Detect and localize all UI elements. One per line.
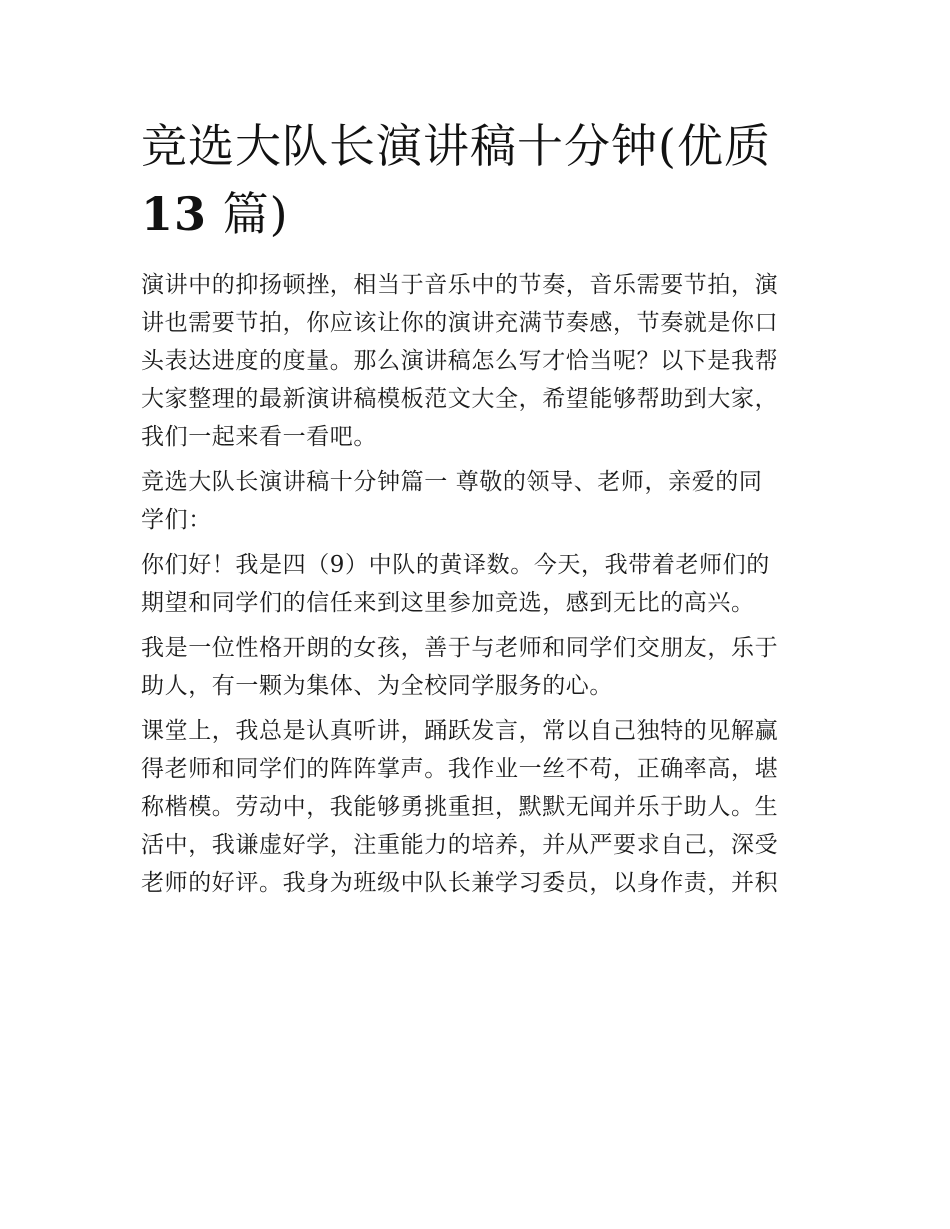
text-line: 讲也需要节拍，你应该让你的演讲充满节奏感，节奏就是你口 xyxy=(141,310,779,336)
text-line: 大家整理的最新演讲稿模板范文大全，希望能够帮助到大家， xyxy=(141,386,779,412)
paragraph-self-intro xyxy=(141,629,813,705)
text-line: 活中，我谦虚好学，注重能力的培养，并从严要求自己，深受 xyxy=(141,832,779,858)
text-line: 我是一位性格开朗的女孩，善于与老师和同学们交朋友，乐于 xyxy=(141,635,779,661)
text-line: 得老师和同学们的阵阵掌声。我作业一丝不苟，正确率高，堪 xyxy=(141,756,779,782)
text-line: 你们好！我是四（9）中队的黄译数。今天，我带着老师们的 xyxy=(141,552,770,578)
title-number: 13 xyxy=(141,187,208,241)
text-line: 助人，有一颗为集体、为全校同学服务的心。 xyxy=(141,673,613,699)
text-line: 称楷模。劳动中，我能够勇挑重担，默默无闻并乐于助人。生 xyxy=(141,794,779,820)
text-line: 老师的好评。我身为班级中队长兼学习委员，以身作责，并积 xyxy=(141,870,779,896)
text-line: 期望和同学们的信任来到这里参加竞选，感到无比的高兴。 xyxy=(141,590,755,616)
text-line: 学们： xyxy=(141,507,212,533)
paragraph-intro xyxy=(141,266,813,456)
paragraph-greeting xyxy=(141,546,813,622)
text-line: 头表达进度的度量。那么演讲稿怎么写才恰当呢？以下是我帮 xyxy=(141,348,779,374)
text-line: 演讲中的抑扬顿挫，相当于音乐中的节奏，音乐需要节拍，演 xyxy=(141,272,779,298)
text-line: 我们一起来看一看吧。 xyxy=(141,424,377,450)
document-page xyxy=(141,112,813,909)
text-line: 课堂上，我总是认真听讲，踊跃发言，常以自己独特的见解赢 xyxy=(141,718,779,744)
text-line: 竞选大队长演讲稿十分钟篇一 尊敬的领导、老师，亲爱的同 xyxy=(141,469,763,495)
title-line-2 xyxy=(141,180,813,248)
title-line-1: 竞选大队长演讲稿十分钟(优质 xyxy=(141,119,771,173)
document-title xyxy=(141,112,813,248)
title-suffix: 篇) xyxy=(222,187,289,241)
document-body xyxy=(141,266,813,902)
paragraph-section-heading xyxy=(141,463,813,539)
paragraph-performance xyxy=(141,712,813,902)
